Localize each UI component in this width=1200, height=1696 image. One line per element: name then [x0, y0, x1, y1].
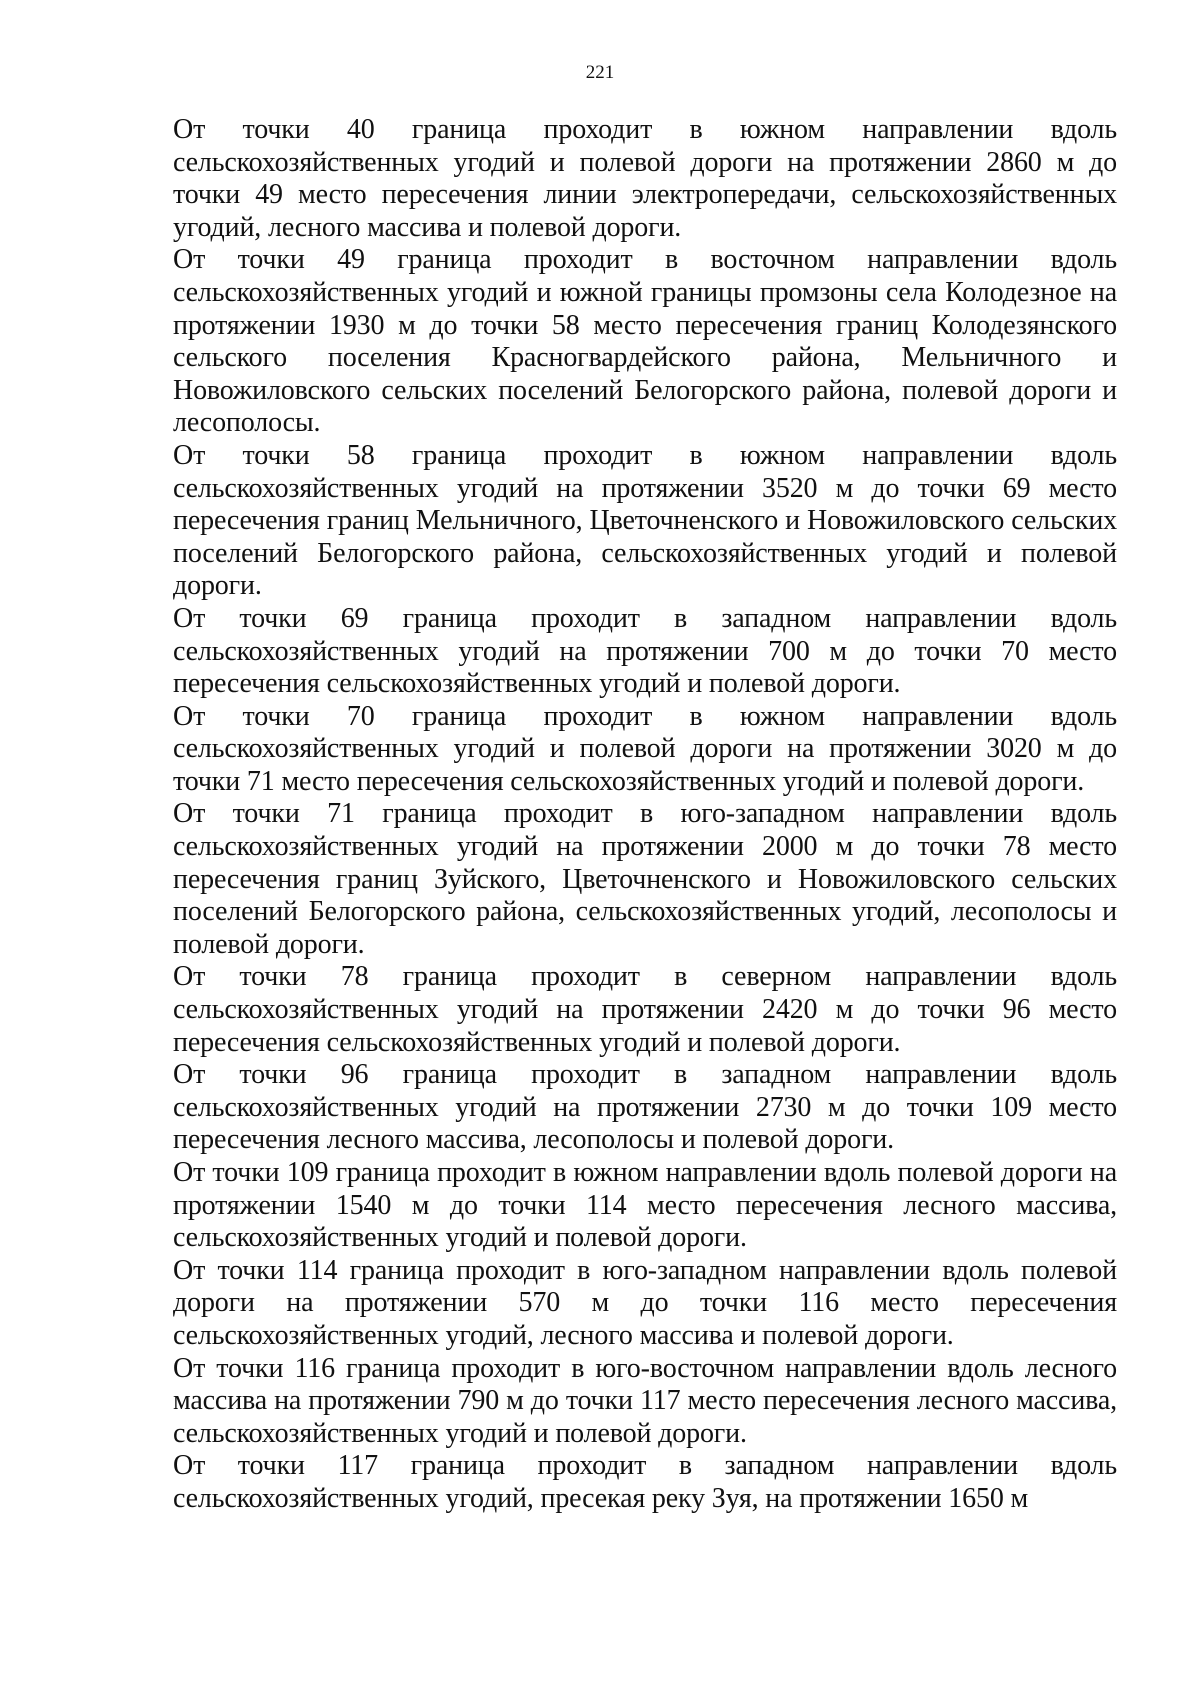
boundary-paragraph: От точки 78 граница проходит в северном направлении вдоль сельскохозяйственных угодий на протяжении 2420 м до точки 96 место пересечения сельскохозяйственных угодий и полевой дороги.	[173, 961, 1117, 1058]
boundary-paragraph: От точки 71 граница проходит в юго-западном направлении вдоль сельскохозяйственных угодий на протяжении 2000 м до точки 78 место пересечения границ Зуйского, Цветочненского и Новожиловского сельских поселений Белогорского района, сельскохозяйственных угодий, лесополосы и полевой дороги.	[173, 798, 1117, 960]
boundary-paragraph: От точки 58 граница проходит в южном направлении вдоль сельскохозяйственных угодий на протяжении 3520 м до точки 69 место пересечения границ Мельничного, Цветочненского и Новожиловского сельских поселений Белогорского района, сельскохозяйственных угодий и полевой дороги.	[173, 439, 1117, 602]
boundary-paragraph: От точки 114 граница проходит в юго-западном направлении вдоль полевой дороги на протяжении 570 м до точки 116 место пересечения сельскохозяйственных угодий, лесного массива и полевой дороги.	[173, 1254, 1117, 1351]
boundary-paragraph: От точки 117 граница проходит в западном направлении вдоль сельскохозяйственных угодий, пресекая реку Зуя, на протяжении 1650 м	[173, 1450, 1117, 1514]
boundary-paragraph: От точки 96 граница проходит в западном направлении вдоль сельскохозяйственных угодий на протяжении 2730 м до точки 109 место пересечения лесного массива, лесополосы и полевой дороги.	[173, 1059, 1117, 1156]
boundary-paragraph: От точки 40 граница проходит в южном направлении вдоль сельскохозяйственных угодий и полевой дороги на протяжении 2860 м до точки 49 место пересечения линии электропередачи, сельскохозяйственных угодий, лесного массива и полевой дороги.	[173, 114, 1117, 243]
boundary-paragraph: От точки 109 граница проходит в южном направлении вдоль полевой дороги на протяжении 1540 м до точки 114 место пересечения лесного массива, сельскохозяйственных угодий и полевой дороги.	[173, 1157, 1117, 1254]
boundary-paragraph: От точки 116 граница проходит в юго-восточном направлении вдоль лесного массива на протяжении 790 м до точки 117 место пересечения лесного массива, сельскохозяйственных угодий и полевой дороги.	[173, 1352, 1117, 1449]
boundary-paragraph: От точки 69 граница проходит в западном направлении вдоль сельскохозяйственных угодий на протяжении 700 м до точки 70 место пересечения сельскохозяйственных угодий и полевой дороги.	[173, 602, 1117, 700]
boundary-paragraph: От точки 49 граница проходит в восточном направлении вдоль сельскохозяйственных угодий и южной границы промзоны села Колодезное на протяжении 1930 м до точки 58 место пересечения границ Колодезянского сельского поселения Красногвардейского района, Мельничного и Новожиловского сельских поселений Белогорского района, полевой дороги и лесополосы.	[173, 244, 1117, 439]
document-body	[173, 114, 1117, 1516]
boundary-paragraph: От точки 70 граница проходит в южном направлении вдоль сельскохозяйственных угодий и полевой дороги на протяжении 3020 м до точки 71 место пересечения сельскохозяйственных угодий и полевой дороги.	[173, 700, 1117, 797]
page-number: 221	[585, 62, 615, 83]
